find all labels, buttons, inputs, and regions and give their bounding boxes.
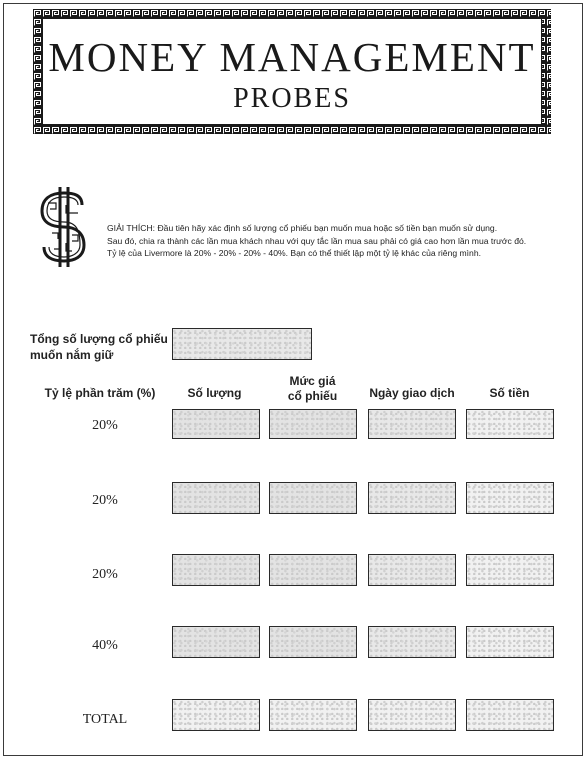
amount-field[interactable] [466,626,554,658]
price-header-line: Mức giá [289,374,336,388]
page-title: MONEY MANAGEMENT [48,34,536,80]
date-field[interactable] [368,626,456,658]
row-label: 40% [92,638,118,653]
amount-field[interactable] [466,409,554,439]
price-column-header [270,374,355,404]
price-field[interactable] [269,626,357,658]
row-label: 20% [92,567,118,582]
explanation-line: Tỷ lệ của Livermore là 20% - 20% - 20% - 40%. Bạn có thể thiết lập một tỷ lệ khác của riêng mình. [107,248,482,258]
title-panel [42,18,542,125]
total-shares-label: Tổng số lượng cổ phiếu muốn nắm giữ [30,332,168,362]
date-column-header: Ngày giao dịch [369,386,455,400]
explanation-text [107,222,557,260]
total-row-label: TOTAL [82,712,128,727]
price-field[interactable] [269,482,357,514]
explanation-line: Sau đó, chia ra thành các lần mua khách nhau với quy tắc lần mua sau phải có giá cao hơn lần mua trước đó. [107,235,527,246]
date-field[interactable] [368,482,456,514]
amount-total-field[interactable] [466,699,554,731]
date-field[interactable] [368,409,456,439]
amount-field[interactable] [466,554,554,586]
row-label: 20% [92,418,118,433]
amount-column-header: Số tiền [489,386,530,400]
title-banner [33,9,551,134]
price-field[interactable] [269,409,357,439]
quantity-column-header: Số lượng [187,386,242,400]
quantity-field[interactable] [172,554,260,586]
price-field[interactable] [269,554,357,586]
percent-column-header: Tỷ lệ phần trăm (%) [44,386,156,400]
quantity-field[interactable] [172,409,260,439]
dollar-maze-icon [38,185,88,269]
quantity-field[interactable] [172,482,260,514]
total-shares-field[interactable] [172,328,312,360]
price-header-line: cổ phiếu [287,389,338,403]
amount-field[interactable] [466,482,554,514]
row-label: 20% [92,493,118,508]
date-total-field[interactable] [368,699,456,731]
explanation-line: GIẢI THÍCH: Đầu tiên hãy xác định số lượng cổ phiếu bạn muốn mua hoặc số tiền bạn muốn sử dụng. [107,223,498,233]
quantity-field[interactable] [172,626,260,658]
price-total-field[interactable] [269,699,357,731]
page-subtitle: PROBES [233,83,351,114]
date-field[interactable] [368,554,456,586]
quantity-total-field[interactable] [172,699,260,731]
